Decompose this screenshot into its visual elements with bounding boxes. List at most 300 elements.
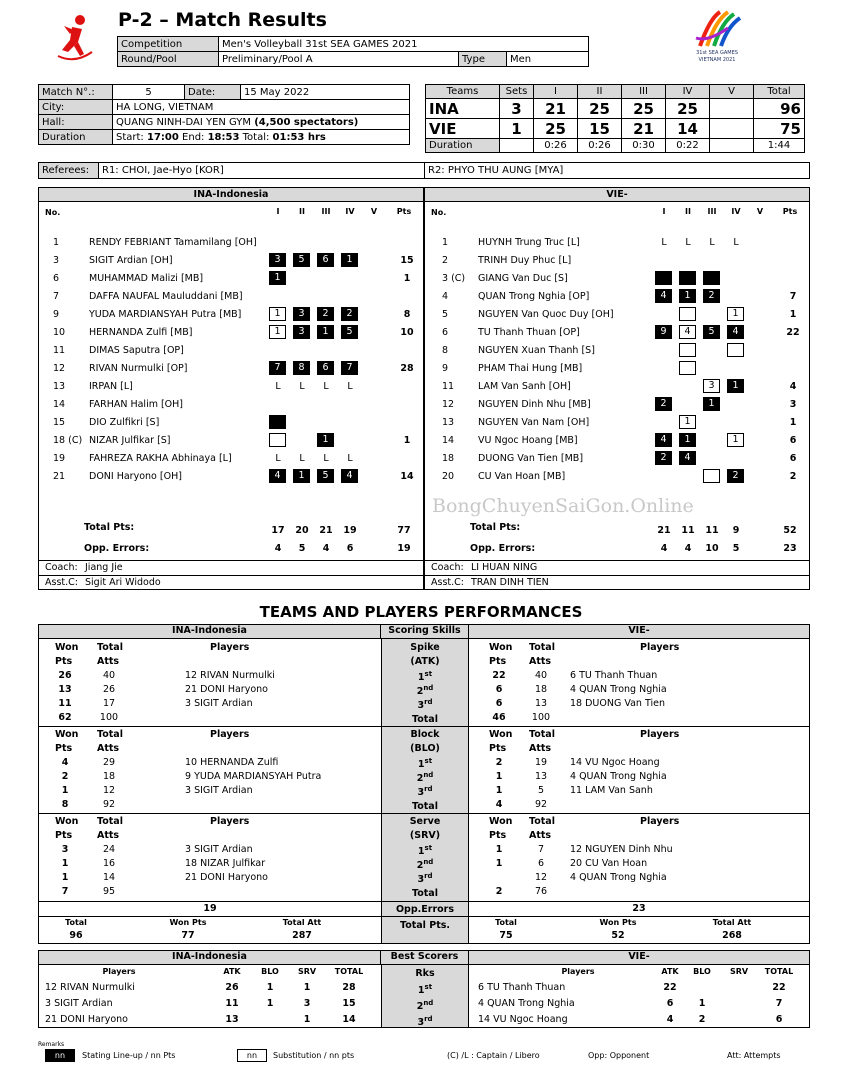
total-attempts: 12: [102, 785, 116, 796]
score-cell: 0:22: [666, 139, 710, 153]
player-points: 4: [789, 381, 797, 392]
coach-row-line: [38, 560, 424, 561]
player-name: NGUYEN Van Quoc Duy [OH]: [478, 309, 614, 320]
won-label: Won: [489, 642, 513, 653]
total-attempts: 40: [534, 670, 548, 681]
atts-label: Atts: [97, 830, 120, 841]
summary-value: 268: [722, 930, 742, 941]
player-number: 13: [53, 381, 66, 392]
set-points-box: [679, 307, 696, 321]
player-points: 8: [403, 309, 411, 320]
asst-coach-label: Asst.C:: [45, 577, 78, 588]
best-stat: 1: [698, 998, 706, 1009]
players-label: Players: [640, 642, 680, 653]
coach-name: Jiang Jie: [85, 562, 123, 573]
player-number: 7: [53, 291, 60, 302]
player-name: QUAN Trong Nghia [OP]: [478, 291, 590, 302]
player-points: 10: [400, 327, 414, 338]
atts-label: Atts: [97, 656, 120, 667]
legend-substitution: Substitution / nn pts: [273, 1051, 355, 1060]
player-name: 20 CU Van Hoan: [570, 858, 648, 869]
rank: [381, 698, 469, 711]
best-stat: 3: [303, 998, 311, 1009]
performance-title: TEAMS AND PLAYERS PERFORMANCES: [259, 603, 583, 621]
opp-errors-b: 23: [632, 903, 646, 914]
set-errors: 23: [783, 543, 797, 554]
pts-label: Pts: [55, 743, 73, 754]
duration-label: Duration: [39, 130, 113, 145]
total-time: 01:53 hrs: [272, 131, 326, 143]
score-cell: VIE: [426, 119, 500, 139]
player-name: 4 QUAN Trong Nghia: [570, 872, 667, 883]
set-points-box: 9: [655, 325, 672, 339]
players-label: Players: [210, 816, 250, 827]
set-points-box: 3: [293, 325, 310, 339]
skill-divider: [39, 726, 809, 727]
rank-number: 3: [417, 700, 425, 712]
date-label: Date:: [185, 85, 241, 100]
set-points-box: 1: [703, 397, 720, 411]
opp-errors-label: Opp. Errors:: [84, 543, 150, 554]
set-points-box: 8: [293, 361, 310, 375]
player-name: 6 TU Thanh Thuan: [570, 670, 658, 681]
player-name: 3 SIGIT Ardian: [185, 698, 253, 709]
total-attempts: 19: [534, 757, 548, 768]
set-points: L: [709, 237, 715, 248]
set-points-box: 5: [703, 325, 720, 339]
won-label: Won: [489, 816, 513, 827]
rank-suffix: nd: [423, 771, 434, 779]
set-total: 19: [343, 525, 357, 536]
set-points: L: [275, 453, 281, 464]
pts-label: Pts: [55, 830, 73, 841]
match-no: 5: [113, 85, 185, 100]
set-column-head: I: [276, 207, 280, 216]
match-info-table: [38, 84, 410, 145]
summary-value: 287: [292, 930, 312, 941]
skill-code: (ATK): [410, 656, 440, 667]
set-points-box: 2: [317, 307, 334, 321]
page-title: P-2 – Match Results: [118, 9, 327, 31]
total-attempts: 13: [534, 698, 548, 709]
set-points-box: [269, 415, 286, 429]
player-name: 21 DONI Haryono: [185, 872, 268, 883]
type-value: Men: [507, 52, 589, 67]
round-label: Round/Pool: [118, 52, 219, 67]
set-errors: 5: [732, 543, 740, 554]
player-number: 12: [442, 399, 455, 410]
score-cell: [710, 119, 754, 139]
best-mid-head: Best Scorers: [381, 951, 469, 965]
set-column-head: V: [756, 207, 764, 216]
player-number: 18: [442, 453, 455, 464]
set-points-box: 4: [655, 433, 672, 447]
player-points: 1: [403, 273, 411, 284]
score-head: II: [578, 85, 622, 99]
set-total: 20: [295, 525, 309, 536]
total-label: Total: [529, 816, 555, 827]
player-name: SIGIT Ardian [OH]: [89, 255, 173, 266]
rank-number: 3: [417, 787, 425, 799]
set-points-box: 4: [679, 451, 696, 465]
won-points: 3: [61, 844, 69, 855]
won-points: 2: [495, 757, 503, 768]
set-points-box: 5: [341, 325, 358, 339]
best-player: 12 RIVAN Nurmulki: [45, 982, 135, 993]
best-stat: 26: [225, 982, 239, 993]
set-total: 9: [732, 525, 740, 536]
summary-head: Total: [65, 918, 87, 927]
player-number: 11: [442, 381, 455, 392]
player-name: 12 RIVAN Nurmulki: [185, 670, 275, 681]
player-number: 3: [53, 255, 60, 266]
player-name: HERNANDA Zulfi [MB]: [89, 327, 193, 338]
set-points-box: 4: [269, 469, 286, 483]
asst-coach-label: Asst.C:: [431, 577, 464, 588]
best-head: TOTAL: [764, 967, 794, 976]
pts-label: Pts: [489, 656, 507, 667]
score-head: Teams: [426, 85, 500, 99]
skill-total-att: 100: [99, 712, 119, 723]
set-points-box: 1: [727, 433, 744, 447]
rank-number: 1: [417, 985, 425, 997]
won-points: 1: [495, 771, 503, 782]
total-attempts: 6: [537, 858, 545, 869]
score-cell: 1: [500, 119, 534, 139]
best-stat: 1: [266, 982, 274, 993]
player-points: 2: [789, 471, 797, 482]
rank-suffix: st: [424, 670, 433, 678]
player-points: 15: [400, 255, 414, 266]
total-pts-label: Total Pts:: [84, 522, 135, 533]
city-value: HA LONG, VIETNAM: [113, 100, 410, 115]
score-cell: 25: [622, 99, 666, 119]
player-number: 18 (C): [53, 435, 83, 446]
player-name: RIVAN Nurmulki [OP]: [89, 363, 188, 374]
rank-suffix: st: [424, 757, 433, 765]
perf-mid-head: Scoring Skills: [381, 625, 469, 639]
player-number: 15: [53, 417, 66, 428]
set-points: L: [661, 237, 667, 248]
set-points: L: [275, 381, 281, 392]
rank: [381, 858, 469, 871]
player-points: 6: [789, 453, 797, 464]
set-points-box: [703, 469, 720, 483]
score-table: [425, 84, 805, 153]
total-attempts: 24: [102, 844, 116, 855]
player-name: NGUYEN Van Nam [OH]: [478, 417, 590, 428]
player-points: 3: [789, 399, 797, 410]
score-cell: [710, 139, 754, 153]
rank-number: 1: [417, 846, 425, 858]
player-number: 3 (C): [442, 273, 466, 284]
set-points-box: 1: [317, 433, 334, 447]
total-attempts: 26: [102, 684, 116, 695]
won-points: 11: [58, 698, 72, 709]
city-label: City:: [39, 100, 113, 115]
atts-label: Atts: [529, 830, 552, 841]
rank-number: 3: [417, 1017, 425, 1029]
total-label: Total: [529, 729, 555, 740]
player-number: 5: [442, 309, 449, 320]
won-label: Won: [489, 729, 513, 740]
player-name: DIO Zulfikri [S]: [89, 417, 160, 428]
best-player: 14 VU Ngoc Hoang: [478, 1014, 568, 1025]
best-head: BLO: [261, 967, 279, 976]
pts-label: Pts: [55, 656, 73, 667]
rank: [381, 684, 469, 697]
best-head: ATK: [223, 967, 241, 976]
best-head: Players: [561, 967, 595, 976]
total-label: Total: [97, 729, 123, 740]
rank-suffix: nd: [423, 858, 434, 866]
end-time: 18:53: [207, 131, 240, 143]
player-number: 14: [53, 399, 66, 410]
rank-suffix: rd: [424, 1015, 433, 1023]
set-points-box: 4: [679, 325, 696, 339]
total-attempts: 16: [102, 858, 116, 869]
rank: [381, 670, 469, 683]
score-head: V: [710, 85, 754, 99]
set-points-box: 1: [269, 325, 286, 339]
player-number: 1: [53, 237, 60, 248]
coach-label: Coach:: [431, 562, 464, 573]
sea-games-logo: [690, 8, 744, 48]
summary-divider: [39, 916, 809, 917]
score-cell: 14: [666, 119, 710, 139]
set-column-head: Pts: [396, 207, 412, 216]
pts-label: Pts: [489, 743, 507, 754]
score-cell: 3: [500, 99, 534, 119]
set-points: L: [323, 453, 329, 464]
rks-label: Rks: [415, 968, 435, 979]
set-errors: 5: [298, 543, 306, 554]
skill-total-att: 95: [102, 886, 116, 897]
best-stat: 14: [342, 1014, 356, 1025]
skill-total-won: 2: [495, 886, 503, 897]
set-points-box: 7: [269, 361, 286, 375]
won-points: 1: [495, 785, 503, 796]
best-stat: 7: [775, 998, 783, 1009]
volleyball-player-logo: [50, 12, 100, 64]
rank-number: 1: [417, 759, 425, 771]
total-attempts: 12: [534, 872, 548, 883]
player-points: 1: [789, 309, 797, 320]
players-label: Players: [210, 729, 250, 740]
set-points-box: 4: [341, 469, 358, 483]
best-head: Players: [102, 967, 136, 976]
total-label: Total: [529, 642, 555, 653]
score-cell: 0:26: [578, 139, 622, 153]
best-stat: 6: [775, 1014, 783, 1025]
score-cell: 25: [666, 99, 710, 119]
summary-head: Total Att: [712, 918, 752, 927]
score-cell: 25: [578, 99, 622, 119]
skill-total-att: 92: [534, 799, 548, 810]
summary-head: Total Att: [282, 918, 322, 927]
summary-value: 96: [69, 930, 83, 941]
player-name: 10 HERNANDA Zulfi: [185, 757, 279, 768]
set-points-box: 1: [679, 289, 696, 303]
legend-attempts: Att: Attempts: [727, 1051, 781, 1060]
set-points-box: 1: [341, 253, 358, 267]
summary-value: 52: [611, 930, 625, 941]
score-head: I: [534, 85, 578, 99]
skill-total-won: 7: [61, 886, 69, 897]
score-head: IV: [666, 85, 710, 99]
won-label: Won: [55, 729, 79, 740]
total-attempts: 7: [537, 844, 545, 855]
best-stat: 11: [225, 998, 239, 1009]
match-no-label: Match N°.:: [39, 85, 113, 100]
set-points-box: [269, 433, 286, 447]
player-name: DIMAS Saputra [OP]: [89, 345, 184, 356]
pts-label: Pts: [489, 830, 507, 841]
best-stat: 15: [342, 998, 356, 1009]
skill-name: Block: [410, 729, 440, 740]
score-head: Sets: [500, 85, 534, 99]
player-name: 12 NGUYEN Dinh Nhu: [570, 844, 673, 855]
player-name: GIANG Van Duc [S]: [478, 273, 568, 284]
skill-total-att: 92: [102, 799, 116, 810]
total-attempts: 14: [102, 872, 116, 883]
best-stat: 2: [698, 1014, 706, 1025]
legend-captain: (C) /L : Captain / Libero: [447, 1051, 540, 1060]
set-points-box: 1: [727, 307, 744, 321]
set-points: L: [733, 237, 739, 248]
score-cell: 0:30: [622, 139, 666, 153]
set-points-box: [727, 343, 744, 357]
score-head: III: [622, 85, 666, 99]
team-a-name: INA-Indonesia: [39, 188, 423, 202]
competition-value: Men's Volleyball 31st SEA GAMES 2021: [219, 37, 589, 52]
won-points: 6: [495, 684, 503, 695]
summary-head: Won Pts: [599, 918, 637, 927]
player-name: 18 NIZAR Julfikar: [185, 858, 266, 869]
total-label: Total: [97, 642, 123, 653]
set-column-head: II: [299, 207, 305, 216]
won-points: 1: [495, 844, 503, 855]
player-name: PHAM Thai Hung [MB]: [478, 363, 583, 374]
score-cell: 25: [534, 119, 578, 139]
player-name: DONI Haryono [OH]: [89, 471, 182, 482]
set-points-box: 3: [269, 253, 286, 267]
total-label: Total:: [242, 131, 270, 143]
player-name: 9 YUDA MARDIANSYAH Putra: [185, 771, 322, 782]
asst-row-line: [424, 575, 810, 576]
summary-head: Won Pts: [169, 918, 207, 927]
referee-r1: R1: CHOI, Jae-Hyo [KOR]: [99, 163, 425, 179]
rank-number: 2: [416, 686, 424, 698]
set-points-box: 1: [317, 325, 334, 339]
rank-number: 2: [416, 1001, 424, 1013]
player-name: 3 SIGIT Ardian: [185, 785, 253, 796]
total-attempts: 18: [102, 771, 116, 782]
player-number: 10: [53, 327, 66, 338]
player-points: 1: [789, 417, 797, 428]
remarks-label: Remarks: [38, 1041, 65, 1048]
score-cell: Duration: [426, 139, 500, 153]
player-name: FAHREZA RAKHA Abhinaya [L]: [89, 453, 232, 464]
set-column-head: I: [662, 207, 666, 216]
skill-divider: [39, 813, 809, 814]
competition-table: [117, 36, 589, 67]
asst-coach-name: TRAN DINH TIEN: [471, 577, 549, 588]
set-total: 52: [783, 525, 797, 536]
no-column-label: No.: [45, 208, 61, 217]
set-errors: 4: [274, 543, 282, 554]
player-number: 6: [442, 327, 449, 338]
score-cell: 15: [578, 119, 622, 139]
player-points: 7: [789, 291, 797, 302]
skill-total-won: 4: [495, 799, 503, 810]
best-rank: [381, 1015, 469, 1028]
competition-label: Competition: [118, 37, 219, 52]
date-value: 15 May 2022: [241, 85, 410, 100]
set-points-box: 5: [317, 469, 334, 483]
logo-text-2: VIETNAM 2021: [698, 57, 736, 63]
set-points-box: 1: [727, 379, 744, 393]
won-points: 13: [58, 684, 72, 695]
player-name: NGUYEN Dinh Nhu [MB]: [478, 399, 591, 410]
watermark: BongChuyenSaiGon.Online: [432, 495, 694, 517]
summary-value: 75: [499, 930, 513, 941]
rank-suffix: st: [424, 983, 433, 991]
set-points-box: [655, 271, 672, 285]
skill-name: Spike: [410, 642, 440, 653]
player-number: 20: [442, 471, 455, 482]
best-head: BLO: [693, 967, 711, 976]
player-name: RENDY FEBRIANT Tamamilang [OH]: [89, 237, 257, 248]
score-head: Total: [754, 85, 805, 99]
best-stat: 22: [772, 982, 786, 993]
opp-errors-a: 19: [203, 903, 217, 914]
rank: [381, 872, 469, 885]
best-head: SRV: [297, 967, 317, 976]
opp-errors-divider: [39, 901, 809, 902]
player-number: 13: [442, 417, 455, 428]
score-cell: 75: [754, 119, 805, 139]
best-head: ATK: [661, 967, 679, 976]
player-number: 14: [442, 435, 455, 446]
total-attempts: 29: [102, 757, 116, 768]
best-player: 4 QUAN Trong Nghia: [478, 998, 575, 1009]
perf-team-a-head: INA-Indonesia: [39, 625, 381, 639]
start-time: 17:00: [147, 131, 179, 143]
skill-total-won: 8: [61, 799, 69, 810]
score-cell: 21: [622, 119, 666, 139]
score-cell: [710, 99, 754, 119]
set-column-head: II: [685, 207, 691, 216]
set-points-box: 2: [655, 397, 672, 411]
set-points-box: 1: [269, 307, 286, 321]
set-points-box: 5: [293, 253, 310, 267]
set-column-head: IV: [731, 207, 741, 216]
players-label: Players: [210, 642, 250, 653]
player-number: 1: [442, 237, 449, 248]
score-cell: [500, 139, 534, 153]
player-number: 9: [53, 309, 60, 320]
set-points-box: [679, 271, 696, 285]
won-label: Won: [55, 642, 79, 653]
rank-number: 2: [416, 773, 424, 785]
player-number: 19: [53, 453, 66, 464]
total-label: Total: [97, 816, 123, 827]
atts-label: Atts: [529, 656, 552, 667]
player-name: 4 QUAN Trong Nghia: [570, 684, 667, 695]
skill-total-att: 100: [531, 712, 551, 723]
best-stat: 6: [666, 998, 674, 1009]
